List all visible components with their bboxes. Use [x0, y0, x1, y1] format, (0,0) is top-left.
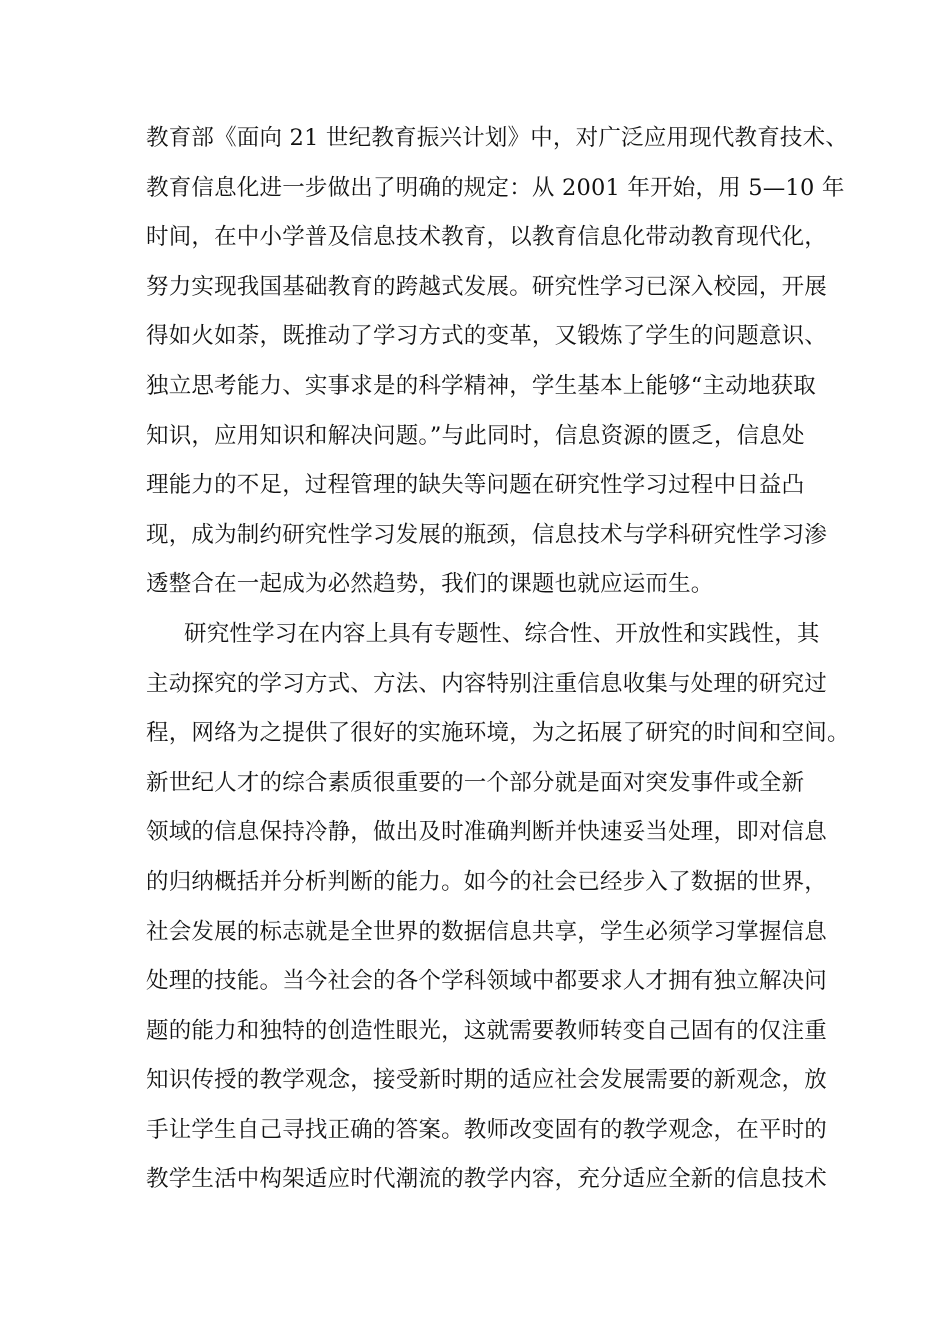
- text-line: 现，成为制约研究性学习发展的瓶颈，信息技术与学科研究性学习渗: [146, 521, 828, 548]
- text-line: 教育信息化进一步做出了明确的规定：从 2001 年开始，用 5—10 年: [146, 174, 845, 201]
- text-line: 教学生活中构架适应时代潮流的教学内容，充分适应全新的信息技术: [146, 1166, 828, 1193]
- text-line: 教育部《面向 21 世纪教育振兴计划》中，对广泛应用现代教育技术、: [146, 125, 849, 151]
- text-line: 努力实现我国基础教育的跨越式发展。研究性学习已深入校园，开展: [146, 273, 828, 300]
- text-line: 的归纳概括并分析判断的能力。如今的社会已经步入了数据的世界，: [146, 868, 828, 895]
- document-body: [146, 114, 850, 1205]
- text-line: 处理的技能。当今社会的各个学科领域中都要求人才拥有独立解决问: [146, 968, 828, 995]
- text-line: 知识，应用知识和解决问题。”与此同时，信息资源的匮乏，信息处: [146, 422, 805, 449]
- paragraph-2: [146, 610, 850, 1205]
- text-line: 题的能力和独特的创造性眼光，这就需要教师转变自己固有的仅注重: [146, 1017, 828, 1044]
- text-line: 手让学生自己寻找正确的答案。教师改变固有的教学观念，在平时的: [146, 1116, 828, 1143]
- text-line: 研究性学习在内容上具有专题性、综合性、开放性和实践性，其: [184, 620, 820, 647]
- text-line: 独立思考能力、实事求是的科学精神，学生基本上能够“主动地获取: [146, 372, 817, 399]
- text-line: 程，网络为之提供了很好的实施环境，为之拓展了研究的时间和空间。: [146, 720, 850, 747]
- text-line: 领域的信息保持冷静，做出及时准确判断并快速妥当处理，即对信息: [146, 819, 828, 846]
- text-line: 透整合在一起成为必然趋势，我们的课题也就应运而生。: [146, 571, 714, 598]
- text-line: 得如火如荼，既推动了学习方式的变革，又锻炼了学生的问题意识、: [146, 323, 828, 350]
- text-line: 理能力的不足，过程管理的缺失等问题在研究性学习过程中日益凸: [146, 472, 805, 499]
- paragraph-1: [146, 114, 849, 610]
- text-line: 知识传授的教学观念，接受新时期的适应社会发展需要的新观念，放: [146, 1067, 828, 1094]
- text-line: 社会发展的标志就是全世界的数据信息共享，学生必须学习掌握信息: [146, 918, 828, 945]
- text-line: 新世纪人才的综合素质很重要的一个部分就是面对突发事件或全新: [146, 769, 805, 796]
- text-line: 主动探究的学习方式、方法、内容特别注重信息收集与处理的研究过: [146, 670, 828, 697]
- text-line: 时间，在中小学普及信息技术教育，以教育信息化带动教育现代化，: [146, 224, 828, 251]
